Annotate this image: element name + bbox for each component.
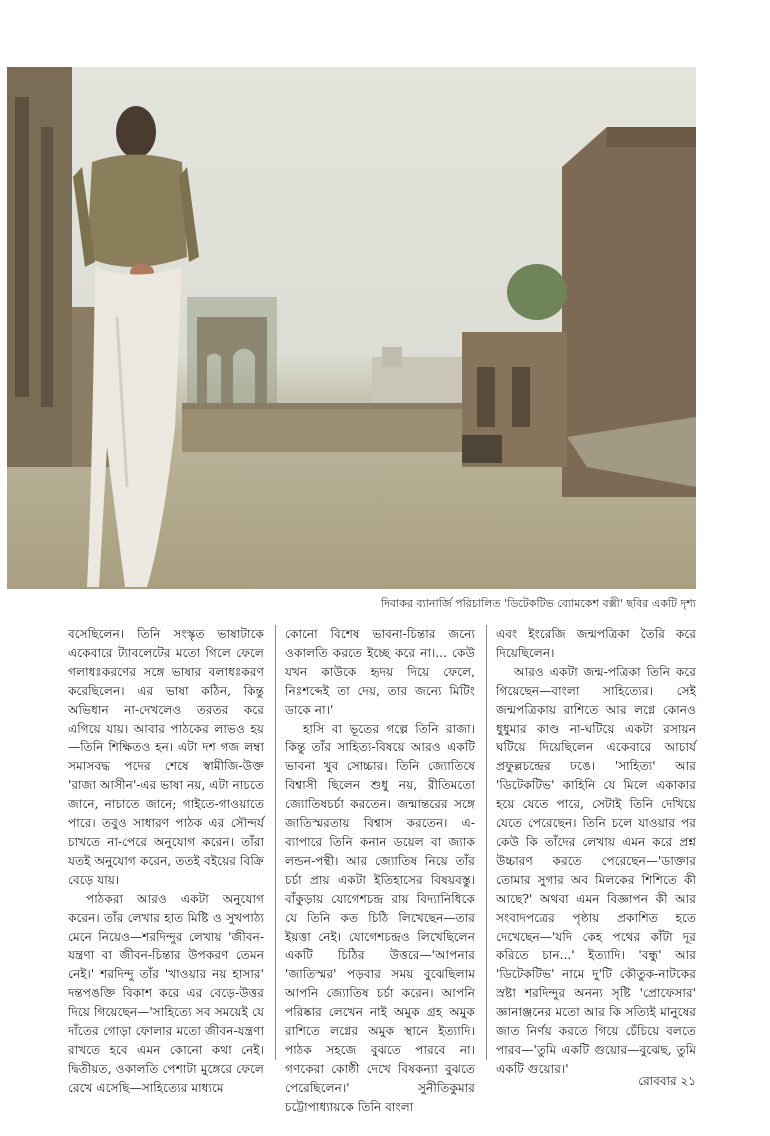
- article-column-1: [68, 625, 264, 1098]
- paragraph: এবং ইংরেজি জন্মপত্রিকা তৈরি করে দিয়েছিলেন।: [496, 627, 696, 660]
- photo-scene-icon: [7, 67, 696, 589]
- column-divider: [275, 625, 276, 1060]
- paragraph: কোনো বিশেষ ভাবনা-চিন্তার জন্যে ওকালতি করতে ইচ্ছে করে না।... কেউ যখন কাউকে হৃদয় দিয়ে ফেলে, নিঃশব্দেই তা দেয়, তার জন্যে মিটিং ডাকে না।': [285, 627, 475, 717]
- film-still-photo: [7, 67, 696, 589]
- article-column-3: [496, 625, 696, 1079]
- page-folio: রোববার ২১: [638, 1074, 696, 1088]
- paragraph: হাসি বা ভূতের গল্পে তিনি রাজা। কিন্তু তাঁর সাহিত্য-বিষয়ে আরও একটি ভাবনা খুব সোচ্চার। তিনি জ্যোতিষে বিশ্বাসী ছিলেন শুধু নয়, রীতিমতো জ্যোতিষচর্চা করতেন। জন্মান্তরের সঙ্গে জাতিস্মরতায় বিশ্বাস করতেন। এ-ব্যাপারে তিনি কনান ডয়েল বা জ্যাক লন্ডন-পন্থী। আর জ্যোতিষ নিয়ে তাঁর চর্চা প্রায় একটা ইতিহাসের বিষয়বস্তু। বাঁকুড়ায় যোগেশচন্দ্র রায় বিদ্যানিধিকে যে তিনি কত চিঠি লিখেছেন—তার ইয়ত্তা নেই। যোগেশচন্দ্রও লিখেছিলেন একটি চিঠির উত্তরে—'আপনার 'জাতিস্মর' পড়বার সময় বুঝেছিলাম আপনি জ্যোতিষ চর্চা করেন। আপনি পরিষ্কার লেখেন নাই অমুক গ্রহ অমুক রাশিতে লগ্নের অমুক স্থানে ইত্যাদি। পাঠক সহজে বুঝতে পারবে না। গণকেরা কোষ্ঠী দেখে বিষকন্যা বুঝতে পেরেছিলেন।' সুনীতিকুমার চট্টোপাধ্যায়কে তিনি বাংলা: [285, 721, 475, 1114]
- photo-caption: দিবাকর ব্যানার্জি পরিচালিত 'ডিটেকটিভ ব্যোমকেশ বক্সী' ছবির একটি দৃশ্য: [380, 597, 696, 610]
- paragraph: পাঠকরা আরও একটা অনুযোগ করেন। তাঁর লেখার হাত মিষ্টি ও সুখপাঠ্য মেনে নিয়েও—শরদিন্দুর লেখায় 'জীবন-যন্ত্রণা বা জীবন-চিন্তার উপকরণ তেমন নেই।' শরদিন্দু তাঁর 'খাওয়ার নয় হাসার' দন্তপঙক্তি বিকাশ করে এর বেড়ে-উত্তর দিয়ে গিয়েছেন—'সাহিত্যে সব সময়েই যে দাঁতের গোড়া ফোলার মতো জীবন-যন্ত্রণা রাখতে হবে এমন কোনো কথা নেই। দ্বিতীয়ত, ওকালতি পেশাটা মুঙ্গেরে ফেলে রেখে এসেছি—সাহিত্যের মাধ্যমে: [68, 891, 264, 1095]
- paragraph: বসেছিলেন। তিনি সংস্কৃত ভাষাটাকে একেবারে ট্যাবলেটের মতো গিলে ফেলে গলাধঃকরণের সঙ্গে ভাষার বলাধঃকরণ করেছিলেন। এর ভাষা কঠিন, কিন্তু অভিধান না-দেখলেও তরতর করে এগিয়ে যায়। আবার পাঠকের লাভও হয়—তিনি শিক্ষিতও হন। এটা দশ গজ লম্বা সমাসবদ্ধ পদের শেষে স্বামীজি-উক্ত 'রাজা আসীন'-এর ভাষা নয়, এটা নাচতে জানে, নাচাতে জানে; গাইতে-গাওয়াতে পারে। তবুও সাধারণ পাঠক এর সৌন্দর্য চাখতে না-পেরে অনুযোগ করেন। তাঁরা যতই অনুযোগ করেন, ততই বইয়ের বিক্রি বেড়ে যায়।: [68, 627, 264, 887]
- article-column-2: [285, 625, 475, 1117]
- paragraph: আরও একটা জন্ম-পত্রিকা তিনি করে গিয়েছেন—বাংলা সাহিত্যের। সেই জন্মপত্রিকায় রাশিতে আর লগ্নে কোনও ধুধুমার কাণ্ড না-ঘটিয়ে একটা রসায়ন ঘটিয়ে দিয়েছিলেন একেবারে আচার্য প্রফুল্লচন্দ্রের ঢঙে। 'সাহিত্য' আর 'ডিটেকটিভ' কাহিনি যে মিলে একাকার হয়ে যেতে পারে, সেটাই তিনি দেখিয়ে যেতে পেরেছেন। তিনি চলে যাওয়ার পর কেউ কি তাঁদের লেখায় এমন করে প্রশ্ন উচ্চারণ করতে পেরেছেন—'ডাক্তার তোমার সুগার অব মিলকের শিশিতে কী আছে?' অথবা এমন বিজ্ঞাপন কী আর সংবাদপত্রের পৃষ্ঠায় প্রকাশিত হতে দেখেছেন—'যদি কেহ পথের কাঁটা দূর করিতে চান...' ইত্যাদি। 'বন্ধু' আর 'ডিটেকটিভ' নামে দু'টি কৌতুক-নাটকের স্রষ্টা শরদিন্দুর অনন্য সৃষ্টি 'প্রোফেসার' জ্ঞানাঞ্জনের মতো আর কি সত্যিই মানুষের জাত নির্ণয় করতে গিয়ে চেঁচিয়ে বলতে পারব—'তুমি একটি গুয়োর—বুঝেছ, তুমি একটি গুয়োর।': [496, 664, 696, 1076]
- column-divider: [486, 625, 487, 1060]
